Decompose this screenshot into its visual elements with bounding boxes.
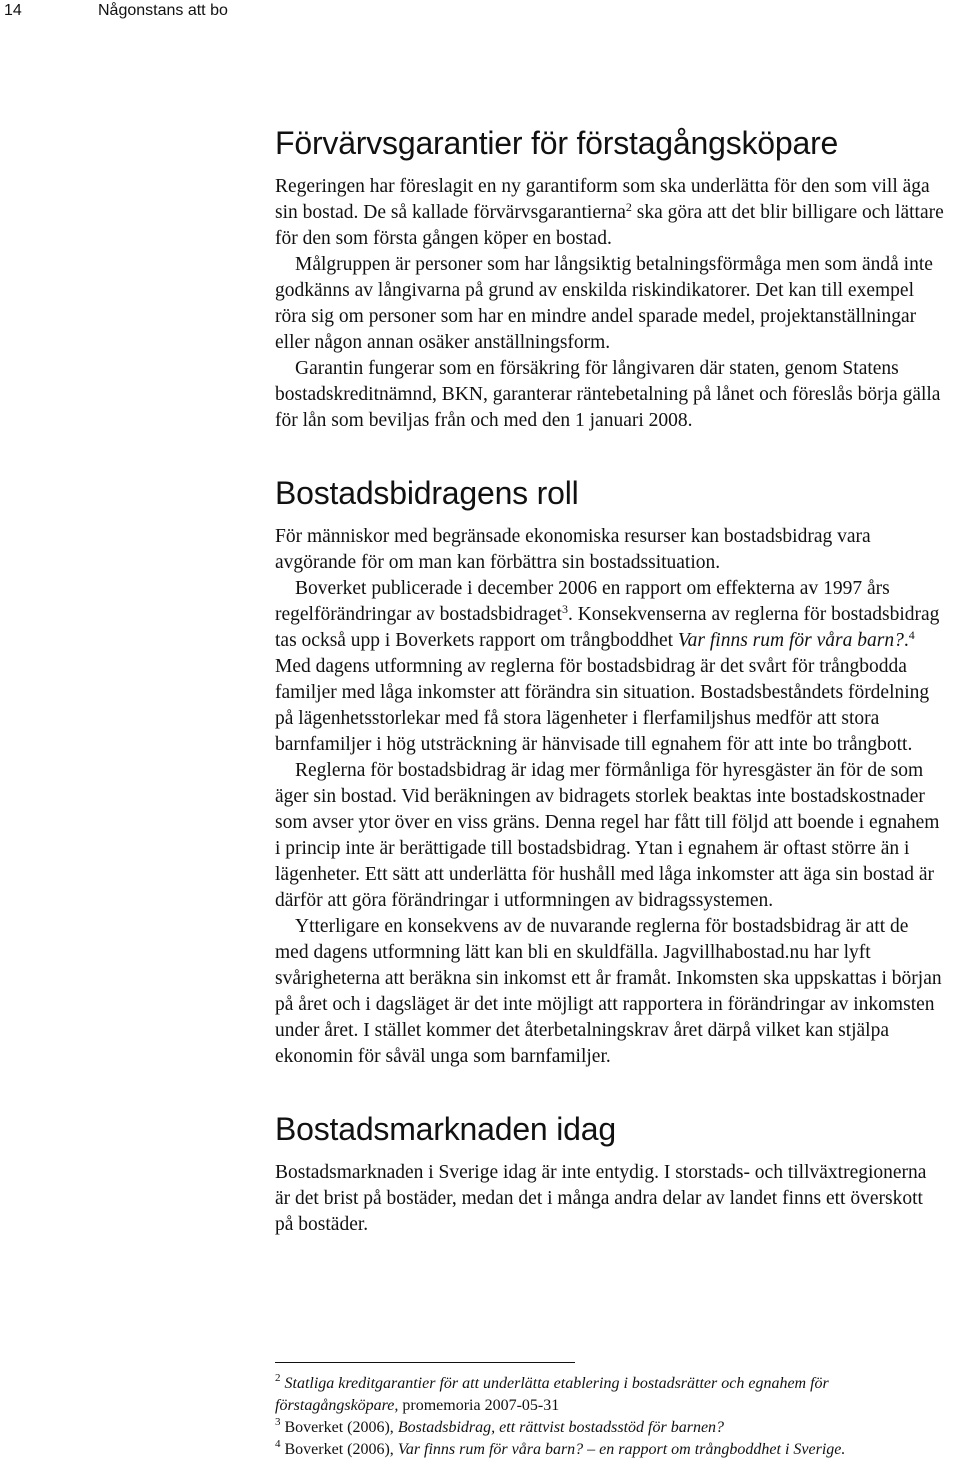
paragraph-text: . [903, 630, 909, 651]
footnote-title: Var finns rum för våra barn? – en rapport om trångboddhet i Sverige. [397, 1441, 846, 1458]
page-header [0, 0, 960, 24]
paragraph [275, 174, 945, 252]
footnote-title: Statliga kreditgarantier för att underlätta etablering i bostadsrätter och egnahem för förstagångsköpare, [275, 1375, 829, 1414]
paragraph: Reglerna för bostadsbidrag är idag mer förmånliga för hyresgäster än för de som äger sin bostad. Vid beräkningen av bidragets storlek beaktas inte bostadskostnader som avser ytor över en viss gräns. Denna regel har fått till följd att boende i egnahem i princip inte är berättigade till bostadsbidrag. Ytan i egnahem är oftast större än i lägenheter. Ett sätt att underlätta för hushåll med låga inkomster att äga sin bostad är därför att göra förändringar i utformningen av bidragssystemen. [275, 760, 940, 911]
footnote-text: Boverket (2006), [280, 1419, 398, 1436]
footnote-ref: 3 [561, 602, 568, 616]
footnote [275, 1439, 955, 1461]
running-title: Någonstans att bo [98, 2, 228, 19]
footnote-number: 3 [275, 1416, 281, 1428]
paragraph: För människor med begränsade ekonomiska resurser kan bostadsbidrag vara avgörande för om man kan förbättra sin bostadssituation. [275, 526, 871, 573]
footnote-title: Bostadsbidrag, ett rättvist bostadsstöd för barnen? [397, 1419, 725, 1436]
section-heading: Bostadsmarknaden idag [275, 1111, 616, 1147]
report-title: Var finns rum för våra barn? [677, 630, 904, 651]
paragraph: Målgruppen är personer som har långsiktig betalningsförmåga men som ändå inte godkänns av långivarna på grund av enskilda riskindikatorer. Det kan till exempel röra sig om personer som har en mindre andel sparade medel, projektanställningar eller någon annan osäker anställningsform. [275, 254, 933, 353]
footnote-text: promemoria 2007-05-31 [398, 1397, 560, 1414]
footnotes [275, 1362, 955, 1461]
paragraph-text: Boverket publicerade i december 2006 en rapport om effekterna av 1997 års regelförändringar av bostadsbidraget [275, 578, 890, 625]
section-heading: Bostadsbidragens roll [275, 475, 579, 511]
section-heading: Förvärvsgarantier för förstagångsköpare [275, 125, 839, 161]
footnote-divider [275, 1362, 575, 1363]
footnote-number: 4 [275, 1438, 281, 1450]
main-content [275, 118, 945, 1238]
paragraph-text: Regeringen har föreslagit en ny garantiform som ska underlätta för den som vill äga sin bostad. De så kallade förvärvsgarantierna [275, 176, 930, 223]
paragraph-text: . Konsekvenserna av reglerna för bostadsbidrag tas också upp i Boverkets rapport om trångboddhet [275, 604, 940, 651]
paragraph: Ytterligare en konsekvens av de nuvarande reglerna för bostadsbidrag är att de med dagens utformning lätt kan bli en skuldfälla. Jagvillhabostad.nu har lyft svårigheterna att beräkna sin inkomst ett år framåt. Inkomsten ska uppskattas i början på året och i dagsläget är det inte möjligt att rapportera in förändringar av inkomsten under året. I stället kommer det återbetalningskrav året därpå vilket kan stjälpa ekonomin för såväl unga som barnfamiljer. [275, 916, 942, 1067]
footnote-ref: 4 [908, 628, 915, 642]
section-forvarvsgarantier [275, 118, 945, 434]
page-number: 14 [4, 2, 22, 19]
paragraph [275, 576, 945, 758]
footnote-ref: 2 [625, 200, 632, 214]
paragraph: Bostadsmarknaden i Sverige idag är inte entydig. I storstads- och tillväxtregionerna är det brist på bostäder, medan det i många andra delar av landet finns ett överskott på bostäder. [275, 1162, 927, 1235]
section-bostadsmarknaden [275, 1104, 945, 1238]
footnote [275, 1373, 955, 1417]
footnote-number: 2 [275, 1372, 281, 1384]
paragraph: Garantin fungerar som en försäkring för långivaren där staten, genom Statens bostadskreditnämnd, BKN, garanterar räntebetalning på lånet och föreslås börja gälla för lån som beviljas från och med den 1 januari 2008. [275, 358, 941, 431]
section-bostadsbidragens-roll [275, 468, 945, 1070]
paragraph-text: ska göra att det blir billigare och lättare för den som första gången köper en bostad. [275, 202, 944, 249]
paragraph-text: Med dagens utformning av reglerna för bostadsbidrag är det svårt för trångbodda familjer med låga inkomster att förändra sin situation. Bostadsbeståndets fördelning på lägenhetsstorlekar med få stora lägenheter i flerfamiljshus medför att stora barnfamiljer i hög utsträckning är hänvisade till egnahem för att inte bo trångbott. [275, 656, 930, 755]
footnote-text: Boverket (2006), [280, 1441, 398, 1458]
footnote [275, 1417, 955, 1439]
